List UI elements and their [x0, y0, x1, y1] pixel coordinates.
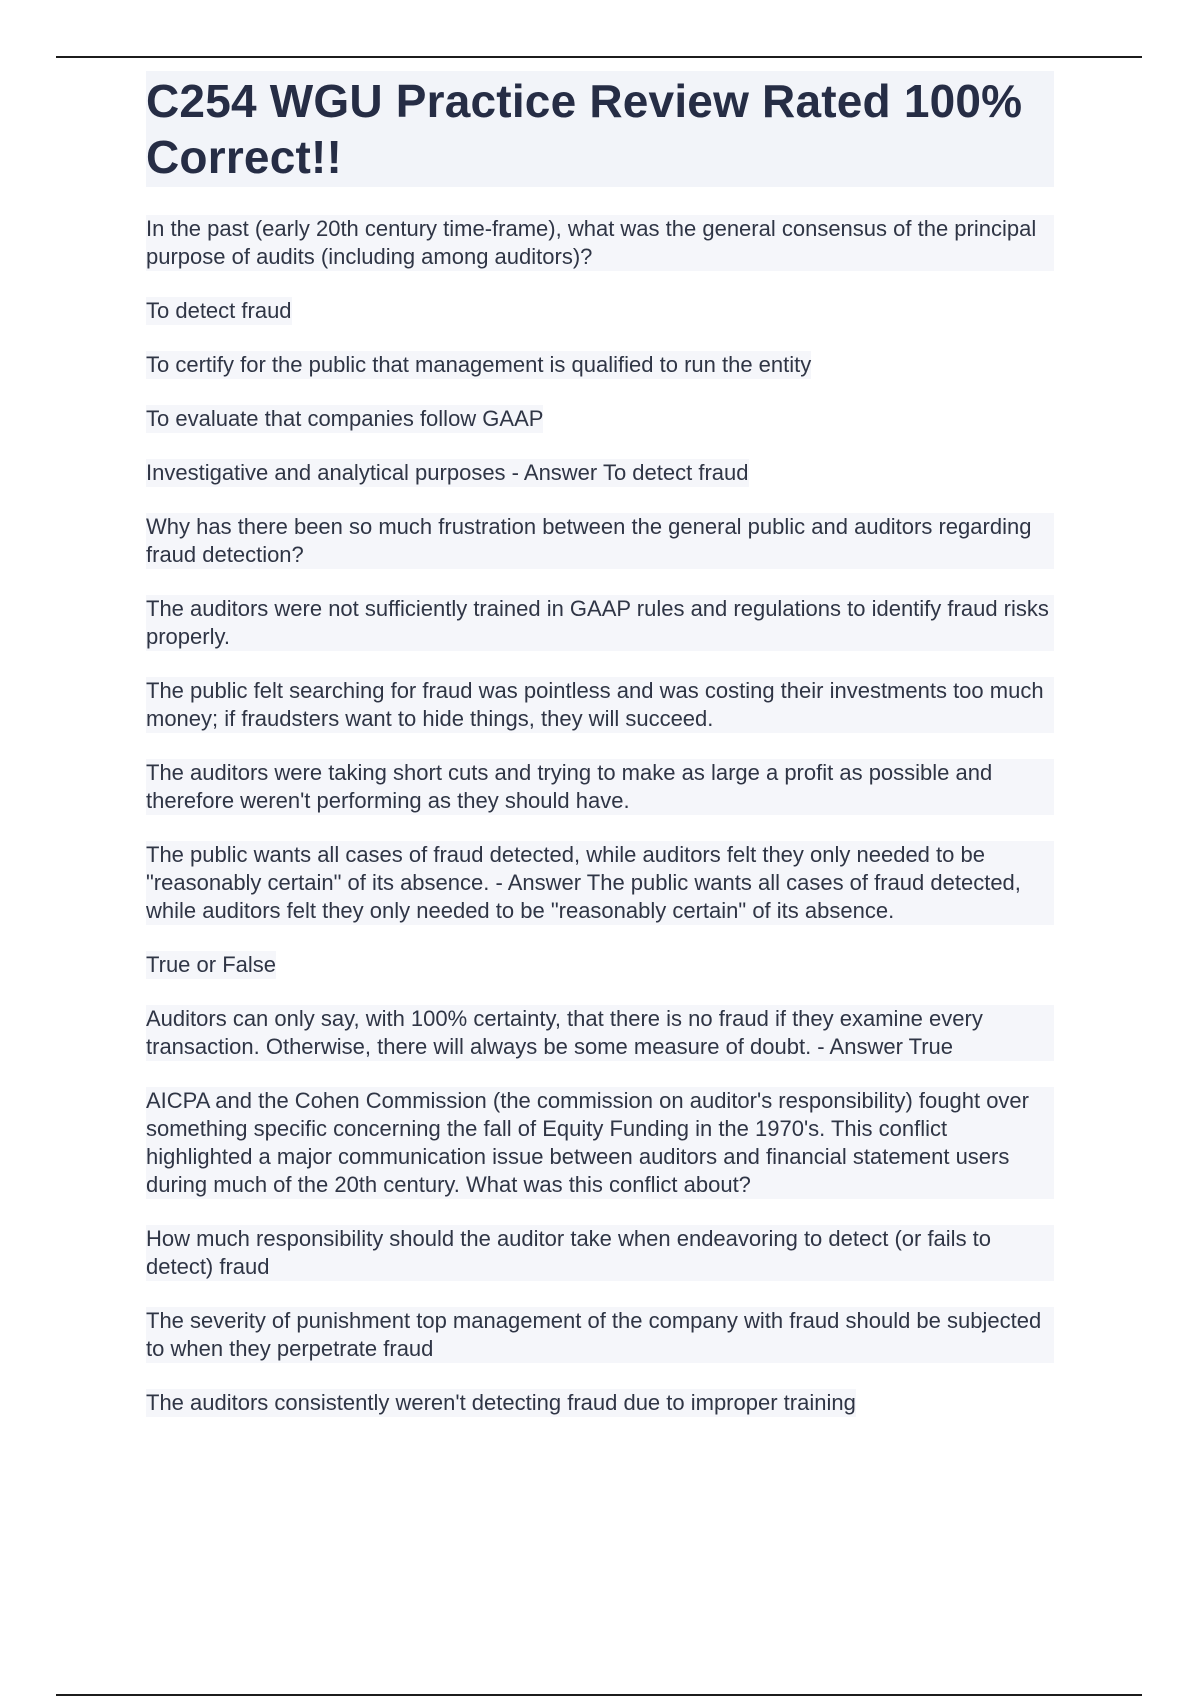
question-1: In the past (early 20th century time-frame), what was the general consensus of the principal purpose of audits (including among auditors)?	[146, 215, 1054, 271]
question-4: AICPA and the Cohen Commission (the commission on auditor's responsibility) fought over something specific concerning the fall of Equity Funding in the 1970's. This conflict highlighted a major communication issue between auditors and financial statement users during much of the 20th century. What was this conflict about?	[146, 1087, 1054, 1199]
statement-3-answer: Auditors can only say, with 100% certainty, that there is no fraud if they examine every transaction. Otherwise, there will always be some measure of doubt. - Answer True	[146, 1005, 1054, 1061]
option-2d-answer: The public wants all cases of fraud detected, while auditors felt they only needed to be "reasonably certain" of its absence. - Answer The public wants all cases of fraud detected, while auditors felt they only needed to be "reasonably certain" of its absence.	[146, 841, 1054, 925]
document-page	[146, 71, 1054, 1443]
option-1d-answer: Investigative and analytical purposes - Answer To detect fraud	[146, 460, 749, 485]
option-1c: To evaluate that companies follow GAAP	[146, 406, 544, 431]
question-2: Why has there been so much frustration between the general public and auditors regarding fraud detection?	[146, 513, 1054, 569]
option-4c: The auditors consistently weren't detecting fraud due to improper training	[146, 1390, 856, 1415]
option-4b: The severity of punishment top management of the company with fraud should be subjected to when they perpetrate fraud	[146, 1307, 1054, 1363]
option-4a: How much responsibility should the auditor take when endeavoring to detect (or fails to detect) fraud	[146, 1225, 1054, 1281]
option-2a: The auditors were not sufficiently trained in GAAP rules and regulations to identify fraud risks properly.	[146, 595, 1054, 651]
top-rule	[56, 56, 1142, 58]
option-2b: The public felt searching for fraud was pointless and was costing their investments too much money; if fraudsters want to hide things, they will succeed.	[146, 677, 1054, 733]
document-body	[146, 215, 1054, 1417]
option-2c: The auditors were taking short cuts and trying to make as large a profit as possible and therefore weren't performing as they should have.	[146, 759, 1054, 815]
question-3: True or False	[146, 952, 277, 977]
option-1b: To certify for the public that management is qualified to run the entity	[146, 352, 812, 377]
document-title: C254 WGU Practice Review Rated 100% Correct!!	[146, 71, 1054, 187]
option-1a: To detect fraud	[146, 298, 292, 323]
bottom-rule	[56, 1694, 1142, 1696]
